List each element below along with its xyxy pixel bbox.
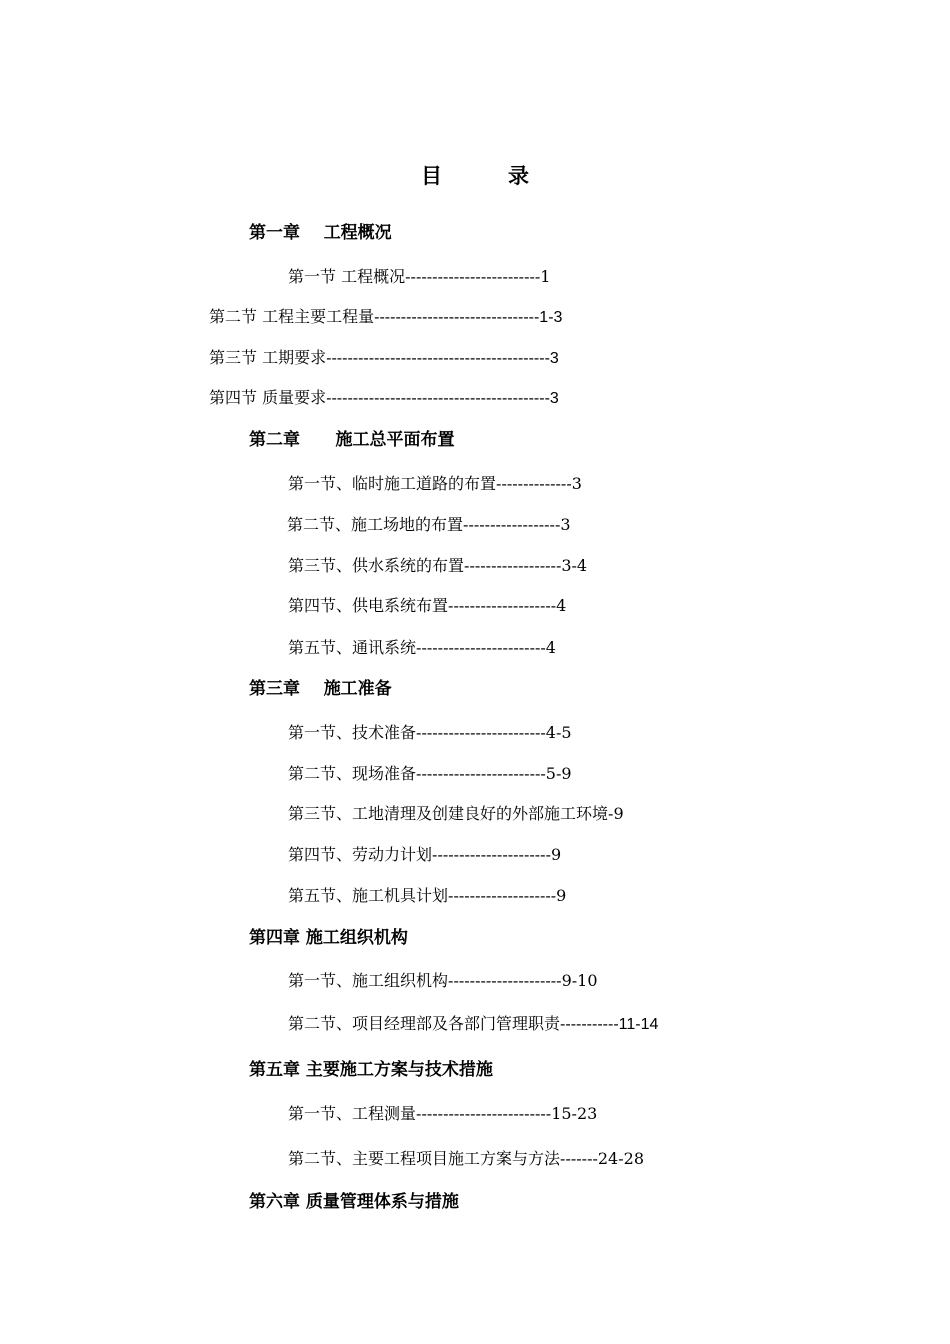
section-label: 第二节、 [288, 1149, 353, 1168]
page-number: 11-14 [618, 1016, 659, 1033]
toc-section [287, 513, 571, 537]
dot-leader: -------------- [496, 474, 572, 493]
toc-chapter [249, 221, 392, 245]
dot-leader: -------------------- [448, 596, 557, 615]
dot-leader: ------------------------------------------ [326, 350, 550, 367]
section-label: 第三节、 [288, 804, 353, 823]
section-name: 供电系统布置 [352, 596, 449, 615]
chapter-label: 第五章 [249, 1060, 300, 1080]
section-label: 第一节、 [288, 971, 353, 990]
section-name: 现场准备 [352, 764, 417, 783]
section-label: 第一节、 [288, 1104, 353, 1123]
section-label: 第三节、 [288, 556, 353, 575]
chapter-label: 第二章 [249, 430, 300, 450]
page-number: 3-4 [561, 556, 588, 575]
page-number: 9 [550, 845, 562, 864]
toc-section [288, 802, 624, 826]
page-number: 1 [540, 267, 551, 286]
section-name: 质量要求 [262, 388, 327, 407]
toc-section [209, 346, 559, 371]
toc-chapter [249, 428, 455, 452]
section-name: 供水系统的布置 [352, 556, 465, 575]
toc-section [288, 472, 582, 496]
page-number: 3 [571, 474, 582, 493]
toc-chapter [249, 1190, 459, 1214]
toc-section [288, 1102, 597, 1126]
dot-leader: ------------------------ [416, 638, 546, 657]
page-number: 3 [560, 515, 571, 534]
chapter-label: 第三章 [249, 679, 300, 699]
title-char-right: 录 [508, 164, 529, 188]
section-label: 第二节、 [288, 764, 353, 783]
toc-section [288, 594, 566, 618]
section-name: 施工场地的布置 [351, 515, 464, 534]
toc-section [288, 762, 572, 786]
toc-section [288, 265, 550, 289]
section-name: 劳动力计划 [352, 845, 433, 864]
dot-leader: ------------------------- [405, 267, 541, 286]
toc-section [209, 305, 562, 330]
section-name: 施工组织机构 [352, 971, 449, 990]
page-number: 1-3 [539, 309, 563, 326]
section-label: 第一节、 [288, 723, 353, 742]
dot-leader: -------------------- [448, 886, 557, 905]
dot-leader: ------------------------ [416, 764, 546, 783]
section-name: 通讯系统 [352, 638, 417, 657]
chapter-name: 主要施工方案与技术措施 [305, 1060, 493, 1080]
chapter-name: 施工总平面布置 [335, 430, 455, 450]
section-label: 第五节、 [288, 886, 353, 905]
page-number: 3 [549, 390, 559, 407]
dot-leader: ------------------ [464, 556, 562, 575]
page-number: 4 [556, 596, 567, 615]
toc-section [209, 386, 559, 411]
dot-leader: ------------------------ [416, 723, 546, 742]
toc-chapter [249, 926, 408, 950]
section-label: 第二节、 [287, 515, 352, 534]
page-number: 5-9 [545, 764, 572, 783]
section-name: 工地清理及创建良好的外部施工环境 [352, 804, 609, 823]
toc-section [288, 884, 566, 908]
page-number: 9 [556, 886, 567, 905]
dot-leader: ------- [560, 1149, 598, 1168]
toc-section [288, 1012, 658, 1037]
section-name: 临时施工道路的布置 [352, 474, 497, 493]
toc-chapter [249, 1058, 493, 1082]
page-number: 9-10 [561, 971, 598, 990]
section-label: 第二节 [209, 307, 258, 326]
chapter-name: 施工组织机构 [305, 928, 408, 948]
section-label: 第四节、 [288, 845, 353, 864]
section-label: 第二节、 [288, 1014, 353, 1033]
title-char-left: 目 [421, 164, 442, 188]
page-number: 3 [549, 350, 559, 367]
toc-section [288, 843, 561, 867]
section-label: 第一节、 [288, 474, 353, 493]
chapter-label: 第一章 [249, 223, 300, 243]
section-name: 工期要求 [262, 348, 327, 367]
section-label: 第一节 [288, 267, 337, 286]
toc-section [288, 554, 587, 578]
dot-leader: ----------- [560, 1016, 619, 1033]
toc-section [288, 721, 572, 745]
toc-section [288, 1147, 644, 1171]
page-number: 4-5 [545, 723, 572, 742]
section-name: 项目经理部及各部门管理职责 [352, 1014, 561, 1033]
page-number: 4 [545, 638, 556, 657]
dot-leader: ------------------------------- [374, 309, 540, 326]
dot-leader: ---------------------- [432, 845, 551, 864]
section-label: 第三节 [209, 348, 258, 367]
toc-section [288, 636, 556, 660]
section-name: 工程测量 [352, 1104, 417, 1123]
section-label: 第四节、 [288, 596, 353, 615]
page-number: 15-23 [551, 1104, 598, 1123]
page-number: -9 [608, 804, 624, 823]
chapter-label: 第四章 [249, 928, 300, 948]
dot-leader: ------------------ [463, 515, 561, 534]
page-number: 24-28 [597, 1149, 644, 1168]
chapter-name: 质量管理体系与措施 [305, 1192, 459, 1212]
toc-chapter [249, 677, 392, 701]
section-label: 第五节、 [288, 638, 353, 657]
section-name: 工程主要工程量 [262, 307, 375, 326]
dot-leader: --------------------- [448, 971, 562, 990]
chapter-label: 第六章 [249, 1192, 300, 1212]
chapter-name: 工程概况 [323, 223, 392, 243]
section-name: 工程概况 [341, 267, 406, 286]
page-title [0, 160, 950, 192]
dot-leader: ------------------------------------------ [326, 390, 550, 407]
section-label: 第四节 [209, 388, 258, 407]
dot-leader: ------------------------- [416, 1104, 552, 1123]
toc-section [288, 969, 598, 993]
section-name: 施工机具计划 [352, 886, 449, 905]
chapter-name: 施工准备 [323, 679, 392, 699]
section-name: 主要工程项目施工方案与方法 [352, 1149, 561, 1168]
section-name: 技术准备 [352, 723, 417, 742]
